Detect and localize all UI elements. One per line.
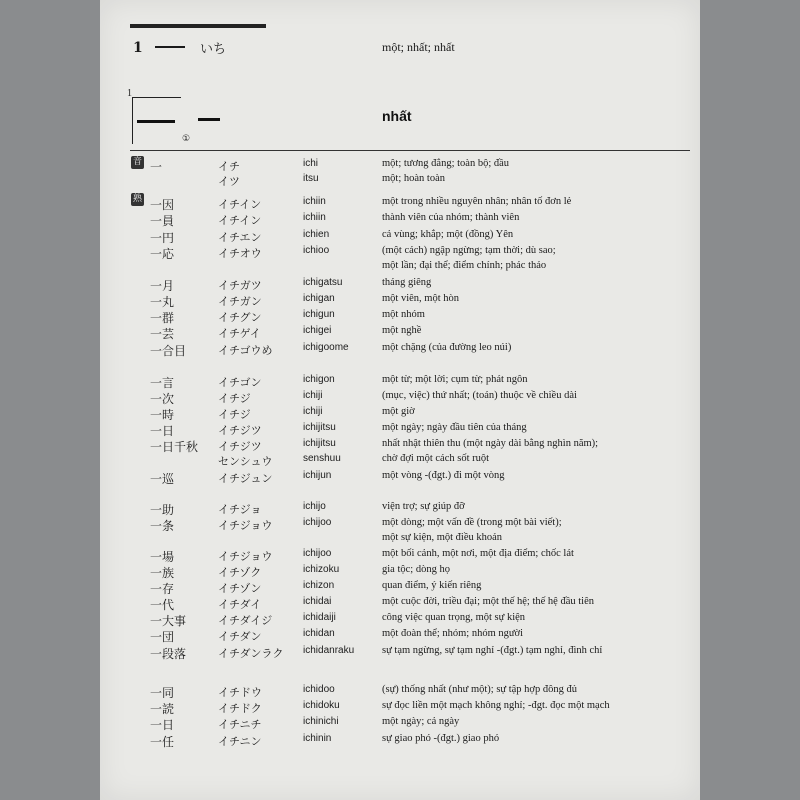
entry-meaning: một; nhất; nhất	[382, 40, 455, 54]
entry-kana: イチイン	[218, 214, 262, 227]
entry-meaning: nhất nhật thiên thu (một ngày dài bằng nghìn năm);	[382, 438, 599, 449]
entry-kana: イツ	[218, 175, 240, 188]
entry-row	[100, 564, 700, 578]
entry-word: 一因	[150, 198, 175, 212]
entry-romaji: ichioo	[303, 245, 330, 256]
entry-meaning: một từ; một lời; cụm từ; phát ngôn	[382, 374, 528, 385]
entry-romaji: ichigon	[303, 374, 335, 385]
entry-meaning: một ngày; cả ngày	[382, 716, 460, 727]
entry-kana: イチジュン	[218, 472, 273, 485]
entry-word: 一次	[150, 392, 175, 406]
stroke-glyph	[137, 120, 175, 123]
entry-romaji: ichigun	[303, 309, 335, 320]
entry-row	[100, 342, 700, 356]
entry-word: 一族	[150, 566, 175, 580]
entry-romaji: ichidai	[303, 596, 332, 607]
entry-kana: イチダイ	[218, 598, 262, 611]
entry-meaning: một; hoàn toàn	[382, 173, 445, 184]
entry-kana: イチゾン	[218, 582, 262, 595]
entry-row	[100, 422, 700, 436]
entry-kana: イチニチ	[218, 718, 262, 731]
entry-meaning: sự tạm ngừng, sự tạm nghỉ -(đgt.) tạm nghỉ, đình chỉ	[382, 645, 603, 656]
entry-kana: イチ	[218, 160, 240, 173]
entry-romaji: ichidanraku	[303, 645, 355, 656]
entry-word: 一日	[150, 718, 175, 732]
entry-row	[100, 277, 700, 291]
entry-word: 一応	[150, 247, 175, 261]
entry-word: 一	[150, 160, 163, 174]
entry-kana: イチダン	[218, 630, 262, 643]
entry-row	[100, 470, 700, 484]
entry-row	[100, 453, 700, 467]
entry-romaji: ichinin	[303, 733, 332, 744]
entry-meaning: viện trợ; sự giúp đỡ	[382, 501, 465, 512]
entry-word: 一助	[150, 503, 175, 517]
entry-kana: イチゴウめ	[218, 344, 273, 357]
entry-word: 一丸	[150, 295, 175, 309]
entry-row	[100, 716, 700, 730]
entry-romaji: ichigoome	[303, 342, 349, 353]
entry-row	[100, 596, 700, 610]
entry-romaji: ichijoo	[303, 517, 332, 528]
entry-row	[100, 245, 700, 259]
entry-meaning: một nhóm	[382, 309, 425, 320]
entry-word: 一日千秋	[150, 440, 199, 454]
entry-romaji: ichigei	[303, 325, 332, 336]
entry-row	[100, 580, 700, 594]
entry-meaning: (mục, việc) thứ nhất; (toán) thuộc về chiều dài	[382, 390, 577, 401]
entry-word: 一任	[150, 735, 175, 749]
entry-kana: イチガツ	[218, 279, 262, 292]
entry-row	[100, 309, 700, 323]
entry-row	[100, 628, 700, 642]
entry-meaning: gia tộc; dòng họ	[382, 564, 450, 575]
entry-word: 一円	[150, 231, 175, 245]
entry-row	[100, 532, 700, 546]
entry-row	[100, 733, 700, 747]
entry-meaning: một nghề	[382, 325, 422, 336]
entry-kana: イチジツ	[218, 440, 262, 453]
entry-romaji: ichizoku	[303, 564, 340, 575]
entry-word: 一条	[150, 519, 175, 533]
entry-row	[100, 501, 700, 515]
compound-badge: 熟	[132, 194, 142, 204]
entry-kana: イチジ	[218, 408, 251, 421]
entry-kana: イチガン	[218, 295, 262, 308]
entry-romaji: ichiin	[303, 196, 326, 207]
entry-meaning: một chặng (của đường leo núi)	[382, 342, 512, 353]
entry-row	[100, 548, 700, 562]
entry-row	[100, 212, 700, 226]
entry-row	[100, 438, 700, 452]
on-reading-badge: 音	[132, 157, 142, 167]
entry-word: 一段落	[150, 647, 187, 661]
entry-meaning: một trong nhiều nguyên nhân; nhân tố đơn lẻ	[382, 196, 572, 207]
entry-kana: イチゴン	[218, 376, 262, 389]
top-rule	[130, 24, 266, 28]
entry-row	[100, 260, 700, 274]
entry-kana: イチニン	[218, 735, 262, 748]
entry-number: 1	[133, 40, 143, 56]
entry-romaji: ichigan	[303, 293, 335, 304]
entry-romaji: ichigatsu	[303, 277, 343, 288]
entry-romaji: ichiji	[303, 390, 323, 401]
entry-romaji: senshuu	[303, 453, 341, 464]
entry-meaning: công việc quan trọng, một sự kiện	[382, 612, 526, 623]
entry-meaning: một dòng; một vấn đề (trong một bài viết);	[382, 517, 562, 528]
entry-kana: イチジョ	[218, 503, 262, 516]
entry-kana: イチジョウ	[218, 519, 273, 532]
section-divider	[130, 150, 690, 151]
entry-romaji: ichiin	[303, 212, 326, 223]
entry-row	[100, 173, 700, 187]
entry-row	[100, 700, 700, 714]
entry-kana: イチイン	[218, 198, 262, 211]
entry-row	[100, 390, 700, 404]
entry-romaji: ichidaiji	[303, 612, 336, 623]
entry-meaning: một giờ	[382, 406, 415, 417]
stroke-order-box	[132, 97, 181, 144]
entry-romaji: ichijun	[303, 470, 332, 481]
entry-row	[100, 158, 700, 172]
entry-meaning: một cuộc đời, triều đại; một thế hệ; thế hệ đầu tiên	[382, 596, 594, 607]
entry-word: 一合目	[150, 344, 187, 358]
entry-word: 一員	[150, 214, 175, 228]
entry-word: 一同	[150, 686, 175, 700]
entry-meaning: thành viên của nhóm; thành viên	[382, 212, 520, 223]
entry-romaji: ichidoku	[303, 700, 340, 711]
stroke-count: 1	[127, 88, 132, 99]
entry-word: 一芸	[150, 327, 175, 341]
entry-kana: イチダイジ	[218, 614, 273, 627]
entry-meaning: cả vùng; khắp; một (đồng) Yên	[382, 229, 514, 240]
entry-romaji: itsu	[303, 173, 319, 184]
entry-kana: イチダンラク	[218, 647, 284, 660]
entry-row	[100, 374, 700, 388]
entry-kana: イチジョウ	[218, 550, 273, 563]
entry-meaning: chờ đợi một cách sốt ruột	[382, 453, 490, 464]
entry-row	[100, 293, 700, 307]
entry-word: 一団	[150, 630, 175, 644]
entry-word: 一場	[150, 550, 175, 564]
entry-word: 一時	[150, 408, 175, 422]
entry-reading: いち	[200, 42, 227, 57]
entry-romaji: ichidan	[303, 628, 335, 639]
entry-meaning: một; tương đẳng; toàn bộ; đầu	[382, 158, 510, 169]
entry-word: 一存	[150, 582, 175, 596]
entry-row	[100, 406, 700, 420]
entry-romaji: ichizon	[303, 580, 335, 591]
entry-row	[100, 229, 700, 243]
kanji-large-glyph	[198, 118, 220, 121]
entry-meaning: một ngày; ngày đầu tiên của tháng	[382, 422, 527, 433]
entry-romaji: ichiji	[303, 406, 323, 417]
entry-word: 一言	[150, 376, 175, 390]
entry-row	[100, 612, 700, 626]
entry-meaning: một lần; đại thể; điểm chính; phác thảo	[382, 260, 547, 271]
entry-meaning: một sự kiện, một điều khoản	[382, 532, 503, 543]
entry-meaning: một viên, một hòn	[382, 293, 459, 304]
entry-meaning: tháng giêng	[382, 277, 432, 288]
entry-meaning: (sự) thống nhất (như một); sự tập hợp đông đủ	[382, 684, 577, 695]
entry-meaning: một đoàn thể; nhóm; nhóm người	[382, 628, 524, 639]
entry-meaning: (một cách) ngập ngừng; tạm thời; dù sao;	[382, 245, 556, 256]
entry-romaji: ichijo	[303, 501, 326, 512]
entry-kana: イチジ	[218, 392, 251, 405]
kanji-title: nhất	[382, 108, 412, 124]
entry-word: 一日	[150, 424, 175, 438]
dictionary-page	[100, 0, 700, 800]
entry-meaning: quan điểm, ý kiến riêng	[382, 580, 482, 591]
entry-meaning: một bối cảnh, một nơi, một địa điểm; chốc lát	[382, 548, 574, 559]
entry-meaning: sự giao phó -(đgt.) giao phó	[382, 733, 500, 744]
entry-kana: イチグン	[218, 311, 262, 324]
entry-row	[100, 325, 700, 339]
entry-kana: イチエン	[218, 231, 262, 244]
entry-kana: イチゲイ	[218, 327, 261, 340]
entry-romaji: ichien	[303, 229, 330, 240]
entry-word: 一月	[150, 279, 175, 293]
entry-word: 一巡	[150, 472, 175, 486]
entry-kana: イチジツ	[218, 424, 262, 437]
entry-kana: イチドウ	[218, 686, 262, 699]
entry-kana: イチゾク	[218, 566, 262, 579]
entry-row	[100, 645, 700, 659]
entry-romaji: ichi	[303, 158, 319, 169]
entry-row	[100, 517, 700, 531]
entry-word: 一大事	[150, 614, 187, 628]
entry-romaji: ichidoo	[303, 684, 335, 695]
entry-kana: センシュウ	[218, 455, 273, 468]
entry-row	[100, 196, 700, 210]
entry-word: 一読	[150, 702, 175, 716]
stroke-order-label: ①	[182, 134, 191, 144]
entry-romaji: ichijitsu	[303, 438, 336, 449]
entry-romaji: ichijitsu	[303, 422, 336, 433]
entry-word: 一代	[150, 598, 175, 612]
entry-word: 一群	[150, 311, 175, 325]
kanji-ichi-glyph	[155, 46, 185, 48]
entry-romaji: ichijoo	[303, 548, 332, 559]
entry-meaning: sự đọc liền một mạch không nghỉ; -đgt. đọc một mạch	[382, 700, 610, 711]
entry-romaji: ichinichi	[303, 716, 339, 727]
entry-kana: イチドク	[218, 702, 262, 715]
entry-meaning: một vòng -(đgt.) đi một vòng	[382, 470, 505, 481]
entry-kana: イチオウ	[218, 247, 262, 260]
entry-row	[100, 684, 700, 698]
